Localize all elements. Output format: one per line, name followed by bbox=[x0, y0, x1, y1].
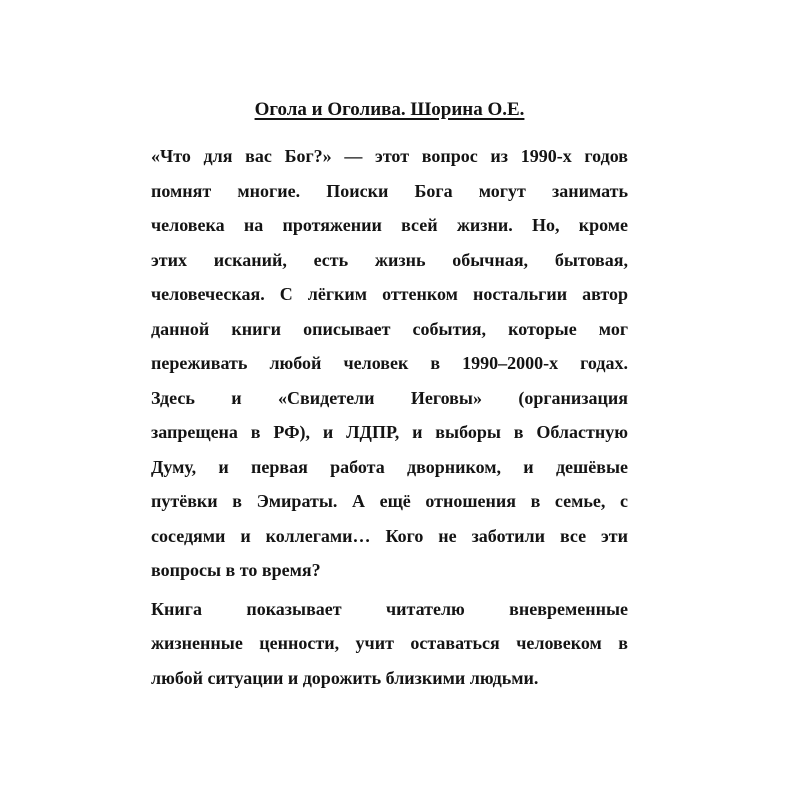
paragraph-line: данной книги описывает события, которые мог bbox=[151, 318, 628, 339]
paragraph-line: путёвки в Эмираты. А ещё отношения в семье, с bbox=[151, 491, 628, 511]
paragraph-line: жизненные ценности, учит оставаться человеком в bbox=[151, 633, 628, 653]
paragraph-line: Книга показывает читателю вневременные bbox=[151, 598, 628, 619]
paragraph-2 bbox=[151, 592, 628, 696]
paragraph-line: соседями и коллегами… Кого не заботили все эти bbox=[151, 525, 628, 546]
paragraph-line: «Что для вас Бог?» — этот вопрос из 1990-х годов bbox=[151, 146, 628, 166]
paragraph-line: любой ситуации и дорожить близкими людьми. bbox=[151, 667, 539, 688]
paragraph-line: переживать любой человек в 1990–2000-х годах. bbox=[151, 353, 628, 373]
document-title: Огола и Оголива. Шорина О.Е. bbox=[254, 99, 525, 120]
paragraph-line: вопросы в то время? bbox=[151, 560, 321, 580]
paragraph-line: Здесь и «Свидетели Иеговы» (организация bbox=[151, 387, 628, 408]
document-body bbox=[151, 97, 628, 699]
paragraph-line: помнят многие. Поиски Бога могут занимать bbox=[151, 180, 628, 201]
paragraph-line: запрещена в РФ), и ЛДПР, и выборы в Областную bbox=[151, 422, 628, 442]
paragraph-line: этих исканий, есть жизнь обычная, бытовая, bbox=[151, 249, 628, 270]
paragraph-line: Думу, и первая работа дворником, и дешёвые bbox=[151, 456, 628, 477]
paragraph-1 bbox=[151, 139, 628, 588]
paragraph-line: человека на протяжении всей жизни. Но, кроме bbox=[151, 215, 628, 235]
paragraph-line: человеческая. С лёгким оттенком ностальгии автор bbox=[151, 284, 628, 304]
